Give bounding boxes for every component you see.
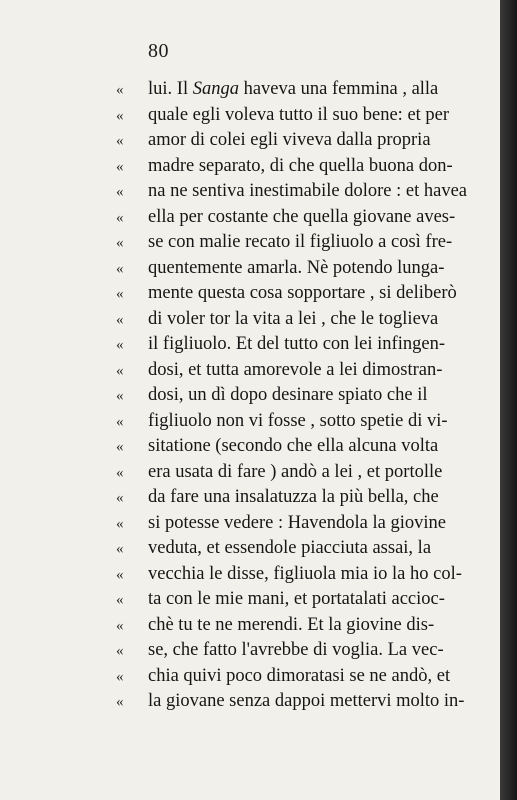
line-text [148,360,442,381]
line-text [148,513,446,534]
line-text-plain: chia quivi poco dimoratasi se ne andò, et [148,665,451,686]
text-line [116,411,494,437]
line-text-plain: amor di colei egli viveva dalla propria [148,130,431,150]
quote-mark: « [116,337,124,353]
line-text-plain: se, che fatto l'avrebbe di voglia. La vec- [148,640,444,660]
quote-mark: « [116,464,124,481]
text-line [116,156,494,182]
quote-mark: « [116,643,124,659]
line-text [148,436,438,457]
line-text-plain: era usata di fare ) andò a lei , et portolle [148,461,443,482]
quote-mark: « [116,235,124,251]
page-edge-shadow [500,0,517,800]
line-text-plain: si potesse vedere : Havendola la giovine [148,512,446,533]
line-text [148,258,444,279]
quote-mark: « [116,668,124,685]
line-text-plain: dosi, et tutta amorevole a lei dimostran- [148,359,443,380]
line-text-plain: quale egli voleva tutto il suo bene: et per [148,104,450,125]
text-line [116,258,494,284]
text-line [116,232,494,258]
quote-mark: « [116,592,124,608]
text-line [116,283,494,309]
quote-mark: « [116,413,124,430]
line-text-plain: di voler tor la vita a lei , che le toglieva [148,308,439,329]
quote-mark: « [116,490,124,506]
line-text [148,666,450,687]
text-line [116,462,494,488]
line-text [148,640,444,661]
line-text [148,181,467,202]
quote-mark: « [116,133,124,149]
line-text-plain: madre separato, di che quella buona don- [148,155,453,176]
quote-mark: « [116,439,124,455]
text-line [116,513,494,539]
text-block [116,79,494,717]
quote-mark: « [116,311,124,328]
text-line [116,105,494,131]
quote-mark: « [116,260,124,277]
text-line [116,181,494,207]
line-text-plain: haveva una femmina , alla [238,79,439,99]
line-text-plain: mente questa cosa sopportare , si deliberò [148,283,457,303]
text-line [116,666,494,692]
line-text [148,232,452,253]
quote-mark: « [116,158,124,175]
text-line [116,589,494,615]
text-line [116,207,494,233]
line-text-plain: ella per costante che quella giovane aves- [148,206,456,227]
text-line [116,436,494,462]
line-text-plain: la giovane senza dappoi mettervi molto in- [148,691,465,711]
line-text-plain: quentemente amarla. Nè potendo lunga- [148,257,445,278]
line-text-plain: chè tu te ne merendi. Et la giovine dis- [148,614,435,635]
line-text [148,691,464,712]
quote-mark: « [116,184,124,200]
quote-mark: « [116,362,124,379]
line-text-plain: da fare una insalatuzza la più bella, che [148,487,439,507]
line-text-plain: na ne sentiva inestimabile dolore : et havea [148,181,468,201]
line-text [148,130,431,151]
text-line [116,564,494,590]
line-text [148,334,445,355]
line-text-plain: lui. Il [148,79,193,99]
text-line [116,487,494,513]
text-line [116,385,494,411]
line-text-plain: figliuolo non vi fosse , sotto spetie di vi- [148,410,448,431]
line-text [148,385,428,406]
line-text [148,538,431,559]
text-line [116,538,494,564]
quote-mark: « [116,82,124,98]
quote-mark: « [116,107,124,124]
line-text [148,487,439,508]
line-text [148,156,453,177]
line-text [148,411,448,432]
line-text-plain: dosi, un dì dopo desinare spiato che il [148,385,428,405]
line-text [148,283,457,304]
text-line [116,640,494,666]
text-line [116,130,494,156]
line-text [148,462,442,483]
line-text [148,105,449,126]
quote-mark: « [116,541,124,557]
text-line [116,334,494,360]
line-text [148,589,445,610]
text-line [116,309,494,335]
line-text-plain: sitatione (secondo che ella alcuna volta [148,436,439,456]
text-line [116,691,494,717]
quote-mark: « [116,209,124,226]
line-text-plain: ta con le mie mani, et portatalati accioc- [148,589,445,609]
line-text [148,564,462,585]
text-line [116,615,494,641]
quote-mark: « [116,388,124,404]
line-text-italic: Sanga [192,79,239,99]
quote-mark: « [116,286,124,302]
text-line [116,360,494,386]
quote-mark: « [116,694,124,710]
quote-mark: « [116,617,124,634]
line-text [148,207,455,228]
line-text-plain: il figliuolo. Et del tutto con lei infingen- [148,334,445,354]
line-text [148,79,438,100]
line-text-plain: veduta, et essendole piacciuta assai, la [148,538,432,558]
line-text [148,615,434,636]
text-line [116,79,494,105]
quote-mark: « [116,515,124,532]
page-number: 80 [148,40,169,62]
line-text [148,309,438,330]
line-text-plain: vecchia le disse, figliuola mia io la ho col- [148,563,462,584]
quote-mark: « [116,566,124,583]
line-text-plain: se con malie recato il figliuolo a così fre- [148,232,453,252]
